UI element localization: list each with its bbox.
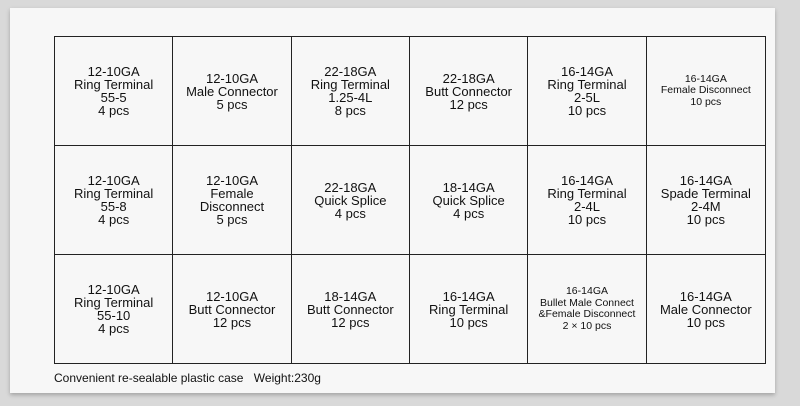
cell-line: 4 pcs (98, 321, 130, 336)
cell-line: Ring Terminal (310, 77, 390, 92)
cell-line: 12-10GA (87, 173, 140, 188)
footer (54, 371, 328, 385)
cell-line: 12-10GA (205, 288, 259, 304)
cell-line: 10 pcs (567, 103, 607, 118)
cell-line: Ring Terminal (429, 301, 509, 317)
grid-cell (410, 255, 528, 363)
cell-line: Butt Connector (425, 83, 513, 99)
cell-line: 18-14GA (442, 179, 495, 195)
cell-line: 5 pcs (216, 212, 248, 227)
cell-line: 2-4L (573, 199, 600, 214)
cell-line: 22-18GA (442, 70, 495, 86)
grid-cell (410, 37, 528, 146)
cell-line: Quick Splice (432, 192, 505, 208)
cell-line: 10 pcs (686, 212, 725, 227)
cell-line: 5 pcs (216, 96, 248, 112)
cell-line: 10 pcs (449, 314, 488, 330)
grid-cell (292, 146, 410, 255)
grid-cell (292, 255, 410, 363)
cell-line: 12-10GA (87, 64, 140, 79)
cell-line: 12-10GA (87, 282, 140, 297)
cell-line: Ring Terminal (547, 77, 627, 92)
cell-line: 10 pcs (686, 314, 725, 330)
cell-line: 4 pcs (98, 212, 130, 227)
grid-cell (173, 255, 291, 363)
grid-cell (647, 37, 765, 146)
cell-line: Bullet Male Connect (540, 296, 634, 309)
grid-cell (55, 146, 173, 255)
case-description: Convenient re-sealable plastic case (54, 371, 244, 385)
cell-line: Spade Terminal (660, 186, 751, 201)
cell-line: 16-14GA (679, 288, 732, 304)
cell-line: Quick Splice (314, 192, 387, 208)
cell-line: 4 pcs (334, 205, 366, 221)
cell-line: 10 pcs (567, 212, 607, 227)
cell-line: 18-14GA (324, 288, 377, 304)
cell-line: 16-14GA (442, 288, 495, 304)
grid-cell (292, 37, 410, 146)
grid-cell (647, 255, 765, 363)
grid-cell (173, 146, 291, 255)
cell-line: 22-18GA (324, 64, 377, 79)
cell-line: Ring Terminal (74, 295, 154, 310)
cell-line: 22-18GA (324, 179, 377, 195)
cell-line: 55-10 (97, 308, 131, 323)
cell-line: 2 × 10 pcs (562, 319, 612, 332)
grid-cell (55, 255, 173, 363)
cell-line: 10 pcs (690, 95, 722, 108)
cell-line: Male Connector (659, 301, 752, 317)
grid-cell (528, 146, 646, 255)
grid-cell (173, 37, 291, 146)
cell-line: 12 pcs (212, 314, 252, 330)
cell-line: 16-14GA (560, 173, 614, 188)
cell-line: 1.25-4L (328, 90, 373, 105)
grid-cell (528, 255, 646, 363)
weight-label: Weight:230g (253, 371, 321, 385)
cell-line: 4 pcs (453, 205, 485, 221)
cell-line: 4 pcs (98, 103, 130, 118)
cell-line: Ring Terminal (74, 77, 154, 92)
cell-line: 8 pcs (334, 103, 366, 118)
cell-line: 12-10GA (205, 173, 259, 188)
terminal-grid (54, 36, 766, 364)
cell-line: 16-14GA (679, 173, 732, 188)
label-sheet (10, 8, 775, 393)
cell-line: 12 pcs (331, 314, 370, 330)
cell-line: Male Connector (186, 83, 278, 99)
cell-line: 2-4M (691, 199, 721, 214)
grid-cell (528, 37, 646, 146)
cell-line: Ring Terminal (547, 186, 627, 201)
cell-line: 55-5 (100, 90, 127, 105)
cell-line: Female Disconnect (660, 84, 751, 97)
grid-cell (410, 146, 528, 255)
cell-line: Disconnect (199, 199, 265, 214)
cell-line: Ring Terminal (74, 186, 154, 201)
cell-line: 12 pcs (449, 96, 488, 112)
cell-line: &Female Disconnect (538, 308, 636, 320)
cell-line: 16-14GA (560, 64, 614, 79)
grid-cell (55, 37, 173, 146)
cell-line: 55-8 (100, 199, 127, 214)
cell-line: Butt Connector (306, 301, 394, 317)
cell-line: 12-10GA (205, 70, 259, 86)
cell-line: 2-5L (573, 90, 600, 105)
cell-line: 16-14GA (565, 285, 608, 297)
cell-line: 16-14GA (684, 72, 727, 85)
cell-line: Butt Connector (188, 301, 276, 317)
grid-cell (647, 146, 765, 255)
cell-line: Female (210, 186, 254, 201)
